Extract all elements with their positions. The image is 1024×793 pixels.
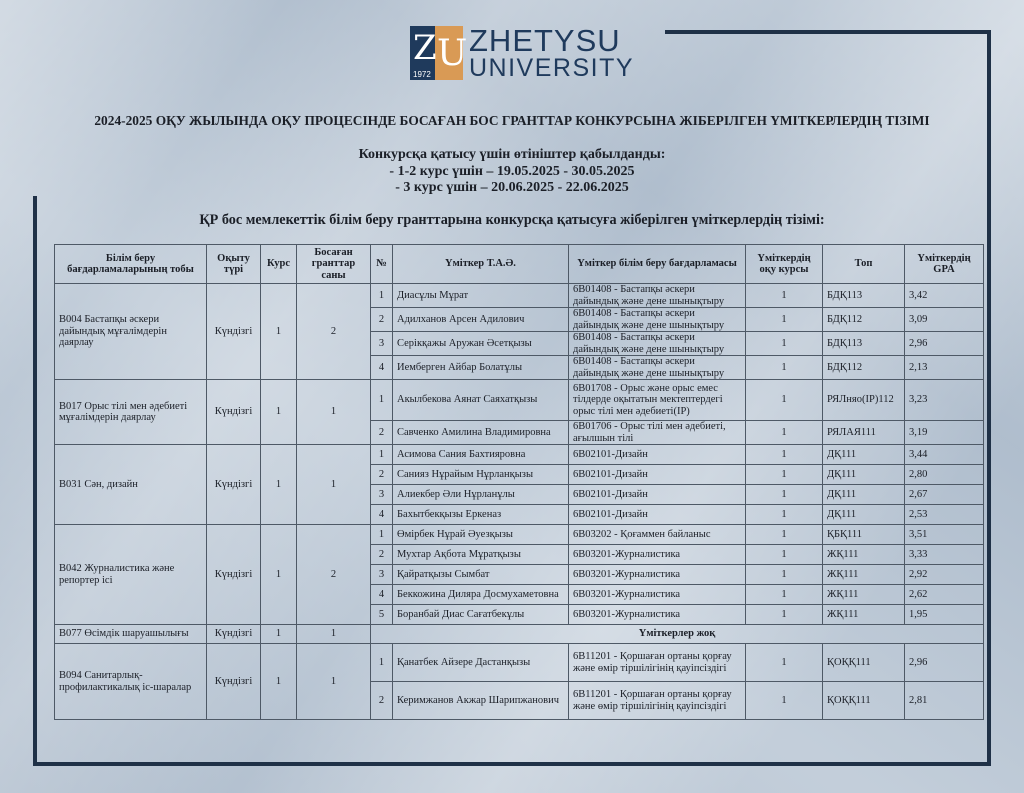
logo-line1: ZHETYSU <box>469 23 621 58</box>
candidate-group-code: РЯЛняо(IP)112 <box>823 380 905 421</box>
candidate-course: 1 <box>746 332 823 356</box>
group-name: В004 Бастапқы әскери дайындық мұғалімдерін даярлау <box>55 284 207 380</box>
candidate-name: Боранбай Диас Сағатбекұлы <box>393 605 569 625</box>
candidate-program: 6В01408 - Бастапқы әскери дайындық және дене шынықтыру <box>569 284 746 308</box>
group-name: В031 Сән, дизайн <box>55 445 207 525</box>
frame-line-bottom <box>33 762 991 766</box>
row-number: 2 <box>371 545 393 565</box>
row-number: 2 <box>371 465 393 485</box>
table-row <box>55 380 984 421</box>
candidate-course: 1 <box>746 380 823 421</box>
header-num: № <box>371 245 393 284</box>
header-form: Оқыту түрі <box>207 245 261 284</box>
candidate-course: 1 <box>746 605 823 625</box>
candidate-course: 1 <box>746 465 823 485</box>
row-number: 2 <box>371 308 393 332</box>
row-number: 2 <box>371 421 393 445</box>
header-group-code: Топ <box>823 245 905 284</box>
candidate-program: 6В03201-Журналистика <box>569 565 746 585</box>
candidate-gpa: 3,33 <box>905 545 984 565</box>
candidate-program: 6В03201-Журналистика <box>569 605 746 625</box>
candidate-group-code: ДҚ111 <box>823 505 905 525</box>
logo-mark <box>410 26 468 80</box>
candidate-program: 6В03202 - Қоғаммен байланыс <box>569 525 746 545</box>
candidate-course: 1 <box>746 565 823 585</box>
candidate-group-code: ЖҚ111 <box>823 605 905 625</box>
course: 1 <box>261 380 297 445</box>
grant-count: 1 <box>297 380 371 445</box>
candidate-name: Серікқажы Аружан Әсетқызы <box>393 332 569 356</box>
header-program: Үміткер білім беру бағдарламасы <box>569 245 746 284</box>
candidate-name: Алиекбер Әли Нұрланұлы <box>393 485 569 505</box>
row-number: 1 <box>371 380 393 421</box>
candidate-name: Бахытбекқызы Еркеназ <box>393 505 569 525</box>
candidate-group-code: ЖҚ111 <box>823 565 905 585</box>
candidate-group-code: БДҚ112 <box>823 356 905 380</box>
candidate-course: 1 <box>746 284 823 308</box>
application-dates <box>40 147 984 197</box>
dates-heading: Конкурсқа қатысу үшін өтініштер қабылданды: <box>358 147 666 162</box>
course: 1 <box>261 284 297 380</box>
table-subtitle: ҚР бос мемлекеттік білім беру гранттарына конкурсқа қатысуға жіберілген үміткерлердің тізімі: <box>199 212 825 228</box>
header-candidate-course: Үміткердің оқу курсы <box>746 245 823 284</box>
header-course: Курс <box>261 245 297 284</box>
candidate-gpa: 2,96 <box>905 644 984 682</box>
course: 1 <box>261 625 297 644</box>
candidate-group-code: РЯЛАЯ111 <box>823 421 905 445</box>
candidates-table <box>54 244 984 720</box>
study-form: Күндізгі <box>207 625 261 644</box>
candidate-gpa: 3,42 <box>905 284 984 308</box>
candidate-gpa: 3,44 <box>905 445 984 465</box>
candidate-program: 6В03201-Журналистика <box>569 585 746 605</box>
candidate-gpa: 2,67 <box>905 485 984 505</box>
grant-count: 1 <box>297 625 371 644</box>
row-number: 1 <box>371 644 393 682</box>
dates-line-2: - 3 курс үшін – 20.06.2025 - 22.06.2025 <box>395 180 629 195</box>
table-row <box>55 644 984 682</box>
no-candidates-label: Үміткерлер жоқ <box>371 625 984 644</box>
frame-line-right <box>987 30 991 766</box>
candidate-gpa: 2,62 <box>905 585 984 605</box>
candidate-course: 1 <box>746 421 823 445</box>
candidate-program: 6В02101-Дизайн <box>569 465 746 485</box>
grant-count: 2 <box>297 284 371 380</box>
row-number: 3 <box>371 565 393 585</box>
candidate-group-code: ҚБҚ111 <box>823 525 905 545</box>
grant-count: 2 <box>297 525 371 625</box>
study-form: Күндізгі <box>207 525 261 625</box>
table-row <box>55 445 984 465</box>
candidate-group-code: БДҚ113 <box>823 332 905 356</box>
candidate-program: 6В01706 - Орыс тілі мен әдебиеті, ағылшын тілі <box>569 421 746 445</box>
logo-letter-u: U <box>437 33 468 74</box>
study-form: Күндізгі <box>207 284 261 380</box>
candidate-name: Иемберген Айбар Болатұлы <box>393 356 569 380</box>
candidate-name: Диасұлы Мұрат <box>393 284 569 308</box>
candidate-group-code: БДҚ113 <box>823 284 905 308</box>
candidate-course: 1 <box>746 505 823 525</box>
document-title: 2024-2025 ОҚУ ЖЫЛЫНДА ОҚУ ПРОЦЕСІНДЕ БОСАҒАН БОС ГРАНТТАР КОНКУРСЫНА ЖІБЕРІЛГЕН ҮМІТКЕРЛЕРДІҢ ТІЗІМІ <box>94 113 930 128</box>
row-number: 4 <box>371 585 393 605</box>
group-name: В017 Орыс тілі мен әдебиеті мұғалімдерін даярлау <box>55 380 207 445</box>
logo-letter-z: Z <box>413 28 437 68</box>
row-number: 3 <box>371 332 393 356</box>
candidate-program: 6В01408 - Бастапқы әскери дайындық және дене шынықтыру <box>569 332 746 356</box>
row-number: 1 <box>371 525 393 545</box>
candidate-program: 6В03201-Журналистика <box>569 545 746 565</box>
row-number: 1 <box>371 284 393 308</box>
candidate-gpa: 3,23 <box>905 380 984 421</box>
candidate-name: Өмірбек Нұрай Әуезқызы <box>393 525 569 545</box>
row-number: 1 <box>371 445 393 465</box>
candidate-name: Қанатбек Айзере Дастанқызы <box>393 644 569 682</box>
frame-line-top <box>665 30 991 34</box>
logo-year: 1972 <box>413 70 431 79</box>
row-number: 4 <box>371 356 393 380</box>
group-name: В077 Өсімдік шаруашылығы <box>55 625 207 644</box>
candidate-group-code: ДҚ111 <box>823 485 905 505</box>
candidate-gpa: 2,81 <box>905 682 984 720</box>
logo-wordmark <box>469 23 635 82</box>
candidate-program: 6В01408 - Бастапқы әскери дайындық және дене шынықтыру <box>569 356 746 380</box>
table-row <box>55 525 984 545</box>
course: 1 <box>261 525 297 625</box>
row-number: 3 <box>371 485 393 505</box>
header-name: Үміткер Т.А.Ә. <box>393 245 569 284</box>
candidate-gpa: 2,53 <box>905 505 984 525</box>
candidate-group-code: ДҚ111 <box>823 445 905 465</box>
row-number: 5 <box>371 605 393 625</box>
frame-line-left <box>33 196 37 766</box>
candidate-name: Савченко Амилина Владимировна <box>393 421 569 445</box>
candidate-gpa: 2,80 <box>905 465 984 485</box>
candidate-name: Мухтар Ақбота Мұратқызы <box>393 545 569 565</box>
candidate-name: Санияз Нұрайым Нұрланқызы <box>393 465 569 485</box>
candidate-course: 1 <box>746 525 823 545</box>
grant-count: 1 <box>297 644 371 720</box>
row-number: 2 <box>371 682 393 720</box>
candidate-gpa: 2,96 <box>905 332 984 356</box>
study-form: Күндізгі <box>207 380 261 445</box>
header-grants: Босаған гранттар саны <box>297 245 371 284</box>
candidate-program: 6В11201 - Қоршаған ортаны қорғау және өмір тіршілігінің қауіпсіздігі <box>569 682 746 720</box>
candidate-group-code: ҚОҚҚ111 <box>823 682 905 720</box>
candidate-program: 6В01708 - Орыс және орыс емес тілдерде оқытатын мектептердегі орыс тілі мен әдебиеті(IP) <box>569 380 746 421</box>
candidate-gpa: 1,95 <box>905 605 984 625</box>
candidate-name: Асимова Сания Бахтияровна <box>393 445 569 465</box>
candidate-course: 1 <box>746 485 823 505</box>
study-form: Күндізгі <box>207 445 261 525</box>
candidate-course: 1 <box>746 308 823 332</box>
candidate-program: 6В02101-Дизайн <box>569 505 746 525</box>
candidate-gpa: 3,51 <box>905 525 984 545</box>
candidate-program: 6В02101-Дизайн <box>569 485 746 505</box>
university-logo <box>410 25 634 81</box>
group-name: В042 Журналистика және репортер ісі <box>55 525 207 625</box>
candidate-group-code: ЖҚ111 <box>823 545 905 565</box>
row-number: 4 <box>371 505 393 525</box>
candidate-program: 6В11201 - Қоршаған ортаны қорғау және өмір тіршілігінің қауіпсіздігі <box>569 644 746 682</box>
candidate-course: 1 <box>746 585 823 605</box>
candidate-gpa: 3,19 <box>905 421 984 445</box>
header-group: Білім беру бағдарламаларының тобы <box>55 245 207 284</box>
table-row-no-candidates <box>55 625 984 644</box>
candidate-group-code: БДҚ112 <box>823 308 905 332</box>
table-header-row <box>55 245 984 284</box>
candidate-course: 1 <box>746 682 823 720</box>
grant-count: 1 <box>297 445 371 525</box>
candidate-name: Адилханов Арсен Адилович <box>393 308 569 332</box>
table-row <box>55 284 984 308</box>
dates-line-1: - 1-2 курс үшін – 19.05.2025 - 30.05.2025 <box>389 163 635 179</box>
candidate-gpa: 2,92 <box>905 565 984 585</box>
candidate-name: Акылбекова Аянат Саяхатқызы <box>393 380 569 421</box>
candidate-course: 1 <box>746 445 823 465</box>
candidate-course: 1 <box>746 545 823 565</box>
candidate-gpa: 3,09 <box>905 308 984 332</box>
header-gpa: Үміткердің GPA <box>905 245 984 284</box>
course: 1 <box>261 445 297 525</box>
candidate-group-code: ҚОҚҚ111 <box>823 644 905 682</box>
candidate-group-code: ДҚ111 <box>823 465 905 485</box>
candidate-course: 1 <box>746 356 823 380</box>
group-name: В094 Санитарлық-профилактикалық іс-шаралар <box>55 644 207 720</box>
study-form: Күндізгі <box>207 644 261 720</box>
candidate-program: 6В02101-Дизайн <box>569 445 746 465</box>
course: 1 <box>261 644 297 720</box>
candidate-name: Керимжанов Акжар Шарипжанович <box>393 682 569 720</box>
candidate-gpa: 2,13 <box>905 356 984 380</box>
candidate-name: Қайратқызы Сымбат <box>393 565 569 585</box>
candidate-program: 6В01408 - Бастапқы әскери дайындық және дене шынықтыру <box>569 308 746 332</box>
candidate-course: 1 <box>746 644 823 682</box>
candidate-group-code: ЖҚ111 <box>823 585 905 605</box>
candidate-name: Беккожина Диляра Досмухаметовна <box>393 585 569 605</box>
logo-line2: UNIVERSITY <box>469 54 635 82</box>
